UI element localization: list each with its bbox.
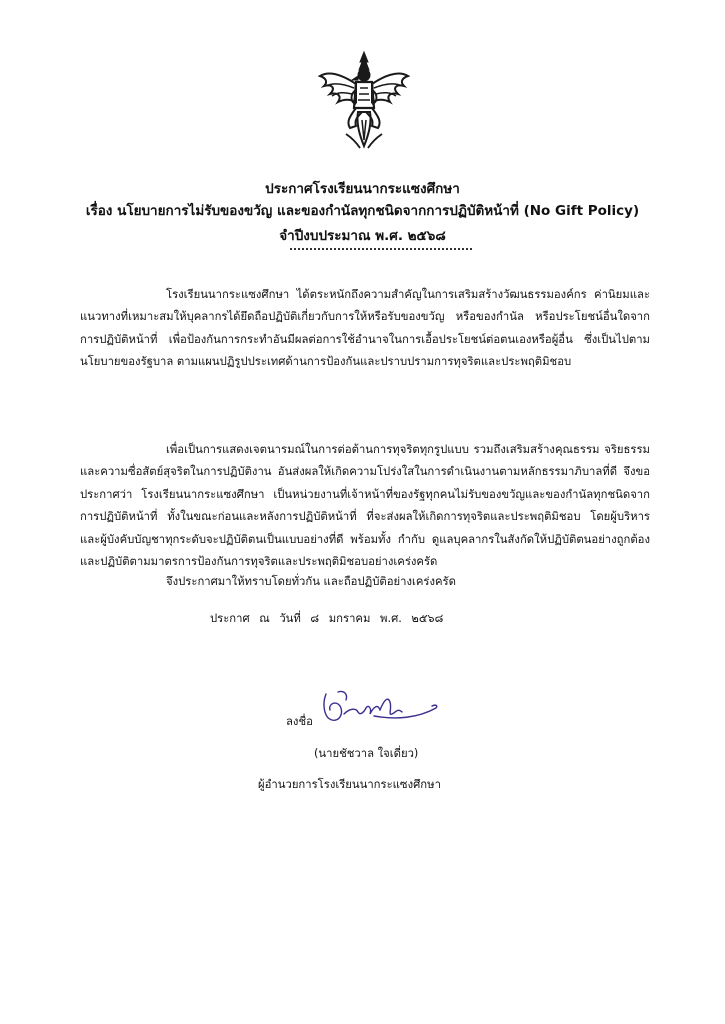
paragraph-2-text: เพื่อเป็นการแสดงเจตนารมณ์ในการต่อต้านการทุจริตทุกรูปแบบ รวมถึงเสริมสร้างคุณธรรม จริยธรรม และความซื่อสัตย์สุจริตในการปฏิบัติงาน อันส่งผลให้เกิดความโปร่งใสในการดำเนินงานตามหลักธรรมาภิบาลที่ดี จึงขอประกาศว่า โรงเรียนนากระแซงศึกษา เป็นหน่วยงานที่เจ้าหน้าที่ของรัฐทุกคนไม่รับของขวัญและของกำนัลทุกชนิดจากการปฏิบัติหน้าที่ ทั้งในขณะก่อนและหลังการปฏิบัติหน้าที่ ที่จะส่งผลให้เกิดการทุจริตและประพฤติมิชอบ โดยผู้บริหารและผู้บังคับบัญชาทุกระดับจะปฏิบัติตนเป็นแบบอย่างที่ดี พร้อมทั้ง กำกับ ดูแลบุคลากรในสังกัดให้ปฏิบัติตนอย่างถูกต้อง และปฏิบัติตามมาตรการป้องกันการทุจริตและประพฤติมิชอบอย่างเคร่งครัด — [80, 443, 650, 569]
paragraph-1-text: โรงเรียนนากระแซงศึกษา ได้ตระหนักถึงความสำคัญในการเสริมสร้างวัฒนธรรมองค์กร ค่านิยมและแนวทางที่เหมาะสมให้บุคลากรได้ยึดถือปฏิบัติเกี่ยวกับการให้หรือรับของขวัญ หรือของกำนัล หรือประโยชน์อื่นใดจากการปฏิบัติหน้าที่ เพื่อป้องกันการกระทำอันมีผลต่อการใช้อำนาจในการเอื้อประโยชน์ต่อตนเองหรือผู้อื่น ซึ่งเป็นไปตามนโยบายของรัฐบาล ตามแผนปฏิรูปประเทศด้านการป้องกันและปราบปรามการทุจริตและประพฤติมิชอบ — [80, 288, 650, 369]
announcement-date: ประกาศ ณ วันที่ ๘ มกราคม พ.ศ. ๒๕๖๘ — [210, 612, 444, 625]
signer-position: ผู้อำนวยการโรงเรียนนากระแซงศึกษา — [258, 778, 441, 791]
garuda-emblem-icon — [316, 50, 412, 150]
dotted-divider — [290, 248, 472, 250]
handwritten-signature-icon — [318, 686, 442, 728]
signer-name: (นายชัชวาล ใจเดี่ยว) — [314, 747, 419, 760]
body-paragraph-2 — [80, 439, 650, 573]
body-paragraph-1 — [80, 284, 650, 374]
sign-label: ลงชื่อ — [286, 715, 313, 728]
closing-statement: จึงประกาศมาให้ทราบโดยทั่วกัน และถือปฏิบัติอย่างเคร่งครัด — [166, 575, 456, 588]
announcement-title: ประกาศโรงเรียนนากระแซงศึกษา — [265, 181, 460, 197]
announcement-subject: เรื่อง นโยบายการไม่รับของขวัญ และของกำนัลทุกชนิดจากการปฏิบัติหน้าที่ (No Gift Policy) — [85, 203, 640, 219]
fiscal-year: จำปีงบประมาณ พ.ศ. ๒๕๖๘ — [279, 228, 446, 244]
